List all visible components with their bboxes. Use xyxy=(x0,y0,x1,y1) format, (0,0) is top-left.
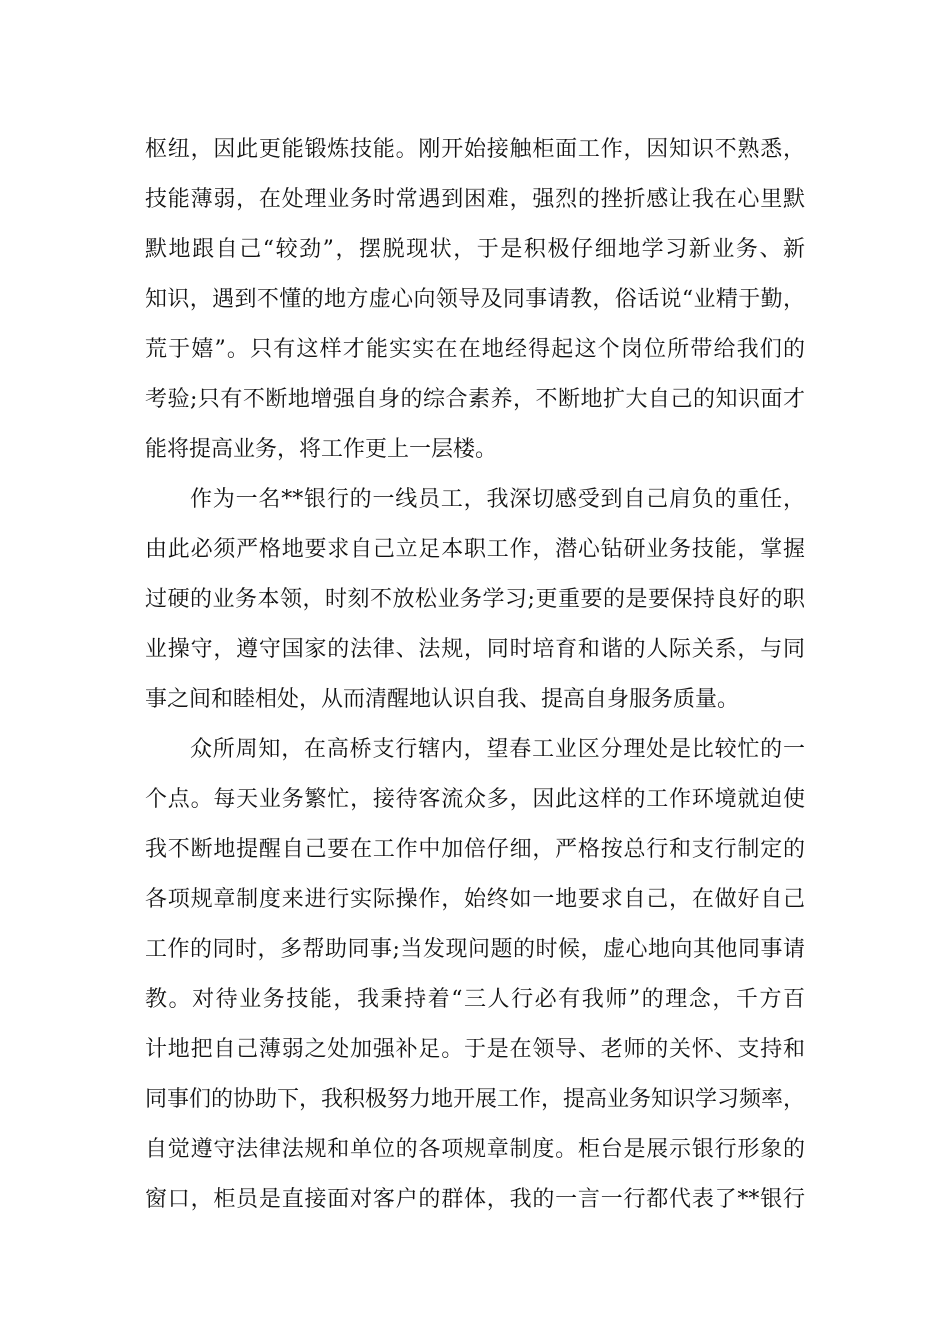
paragraph-2-line-4: 业操守，遵守国家的法律、法规，同时培育和谐的人际关系，与同 xyxy=(145,637,805,662)
paragraph-2-line-1: 作为一名**银行的一线员工，我深切感受到自己肩负的重任， xyxy=(190,487,805,512)
paragraph-3-line-5: 工作的同时，多帮助同事;当发现问题的时候，虚心地向其他同事请 xyxy=(145,937,805,962)
paragraph-3-line-2: 个点。每天业务繁忙，接待客流众多，因此这样的工作环境就迫使 xyxy=(145,787,805,812)
paragraph-3-line-6: 教。对待业务技能，我秉持着“三人行必有我师”的理念，千方百 xyxy=(145,987,805,1012)
paragraph-1-line-6: 考验;只有不断地增强自身的综合素养，不断地扩大自己的知识面才 xyxy=(145,387,805,412)
paragraph-3-line-7: 计地把自己薄弱之处加强补足。于是在领导、老师的关怀、支持和 xyxy=(145,1037,805,1062)
paragraph-3-line-4: 各项规章制度来进行实际操作，始终如一地要求自己，在做好自己 xyxy=(145,887,805,912)
paragraph-3-line-9: 自觉遵守法律法规和单位的各项规章制度。柜台是展示银行形象的 xyxy=(145,1137,805,1162)
paragraph-1-line-5: 荒于嬉”。只有这样才能实实在在地经得起这个岗位所带给我们的 xyxy=(145,337,805,362)
paragraph-1-line-4: 知识，遇到不懂的地方虚心向领导及同事请教，俗话说“业精于勤， xyxy=(145,287,805,312)
paragraph-2-line-3: 过硬的业务本领，时刻不放松业务学习;更重要的是要保持良好的职 xyxy=(145,587,805,612)
paragraph-1-line-3: 默地跟自己“较劲”，摆脱现状，于是积极仔细地学习新业务、新 xyxy=(145,237,805,262)
paragraph-1-line-2: 技能薄弱，在处理业务时常遇到困难，强烈的挫折感让我在心里默 xyxy=(145,187,805,212)
paragraph-3-line-8: 同事们的协助下，我积极努力地开展工作，提高业务知识学习频率， xyxy=(145,1087,806,1112)
paragraph-3-line-3: 我不断地提醒自己要在工作中加倍仔细，严格按总行和支行制定的 xyxy=(145,837,805,862)
paragraph-2-line-5: 事之间和睦相处，从而清醒地认识自我、提高自身服务质量。 xyxy=(145,687,740,712)
paragraph-2-line-2: 由此必须严格地要求自己立足本职工作，潜心钻研业务技能，掌握 xyxy=(145,537,805,562)
paragraph-3-line-1: 众所周知，在高桥支行辖内，望春工业区分理处是比较忙的一 xyxy=(190,737,805,762)
paragraph-1-line-1: 枢纽，因此更能锻炼技能。刚开始接触柜面工作，因知识不熟悉， xyxy=(145,137,805,162)
paragraph-1-line-7: 能将提高业务，将工作更上一层楼。 xyxy=(145,437,498,462)
paragraph-3-line-10: 窗口，柜员是直接面对客户的群体，我的一言一行都代表了**银行 xyxy=(145,1187,805,1212)
